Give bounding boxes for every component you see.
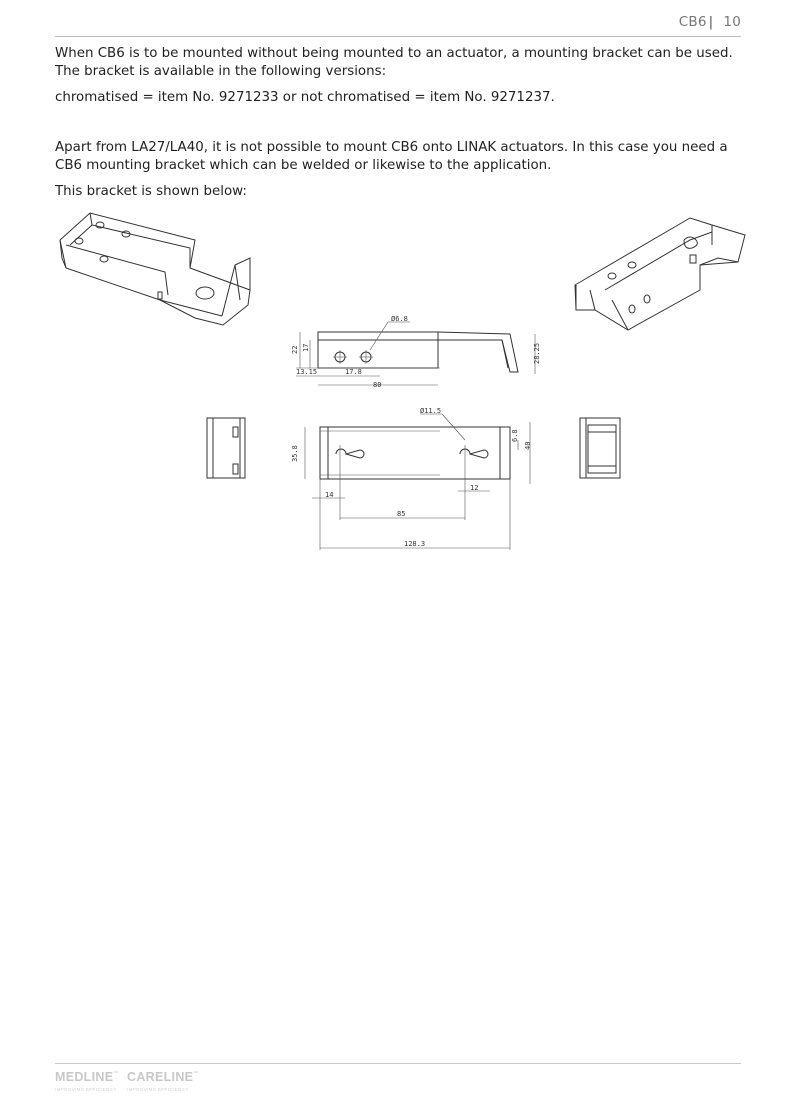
dim-length-128-3: 128.3 <box>404 540 426 548</box>
dim-width-40: 40 <box>524 441 532 450</box>
isometric-view-right <box>575 218 745 330</box>
paragraph-bracket-intro: This bracket is shown below: <box>55 184 247 199</box>
page-footer <box>55 1063 741 1094</box>
dim-pitch-17-8: 17.8 <box>345 368 362 376</box>
paragraph-mounting-bracket: When CB6 is to be mounted without being mounted to an actuator, a mounting bracket can be used. The bracket is available in the following versions: <box>55 46 733 79</box>
header-separator: | <box>708 14 714 30</box>
dim-pitch-85: 85 <box>397 510 406 518</box>
dim-width-35-8: 35.8 <box>291 445 299 462</box>
medline-logo-text: MEDLINE <box>55 1070 114 1084</box>
careline-logo: CARELINE™ IMPROVING EFFICIENCY <box>127 1070 199 1092</box>
dim-length-80: 80 <box>373 381 382 389</box>
dim-offset-6-8: 6.8 <box>511 429 519 442</box>
dim-offset-13-15: 13.15 <box>296 368 318 376</box>
paragraph-item-numbers: chromatised = item No. 9271233 or not chromatised = item No. 9271237. <box>55 90 555 105</box>
page-number: 10 <box>723 14 741 30</box>
careline-logo-text: CARELINE <box>127 1070 194 1084</box>
doc-title: CB6 <box>678 14 707 30</box>
dim-height-28-25: 28.25 <box>533 342 541 364</box>
dim-hole-large: Ø11.5 <box>420 407 442 415</box>
medline-logo-tagline: IMPROVING EFFICIENCY <box>55 1087 117 1092</box>
end-view-left <box>207 418 245 478</box>
dim-height-17: 17 <box>302 343 310 352</box>
paragraph-linak-actuators: Apart from LA27/LA40, it is not possible to mount CB6 onto LINAK actuators. In this case you need a CB6 mounting bracket which can be welded or likewise to the application. <box>55 140 728 173</box>
dim-hole-small: Ø6.8 <box>391 315 408 323</box>
top-view <box>305 414 530 550</box>
isometric-view-left <box>60 213 250 325</box>
side-view <box>296 322 535 385</box>
careline-logo-tagline: IMPROVING EFFICIENCY <box>127 1087 189 1092</box>
end-view-right <box>580 418 620 478</box>
dim-offset-14: 14 <box>325 491 334 499</box>
dim-height-22: 22 <box>291 345 299 354</box>
medline-logo: MEDLINE™ IMPROVING EFFICIENCY <box>55 1070 119 1092</box>
dim-offset-12: 12 <box>470 484 479 492</box>
